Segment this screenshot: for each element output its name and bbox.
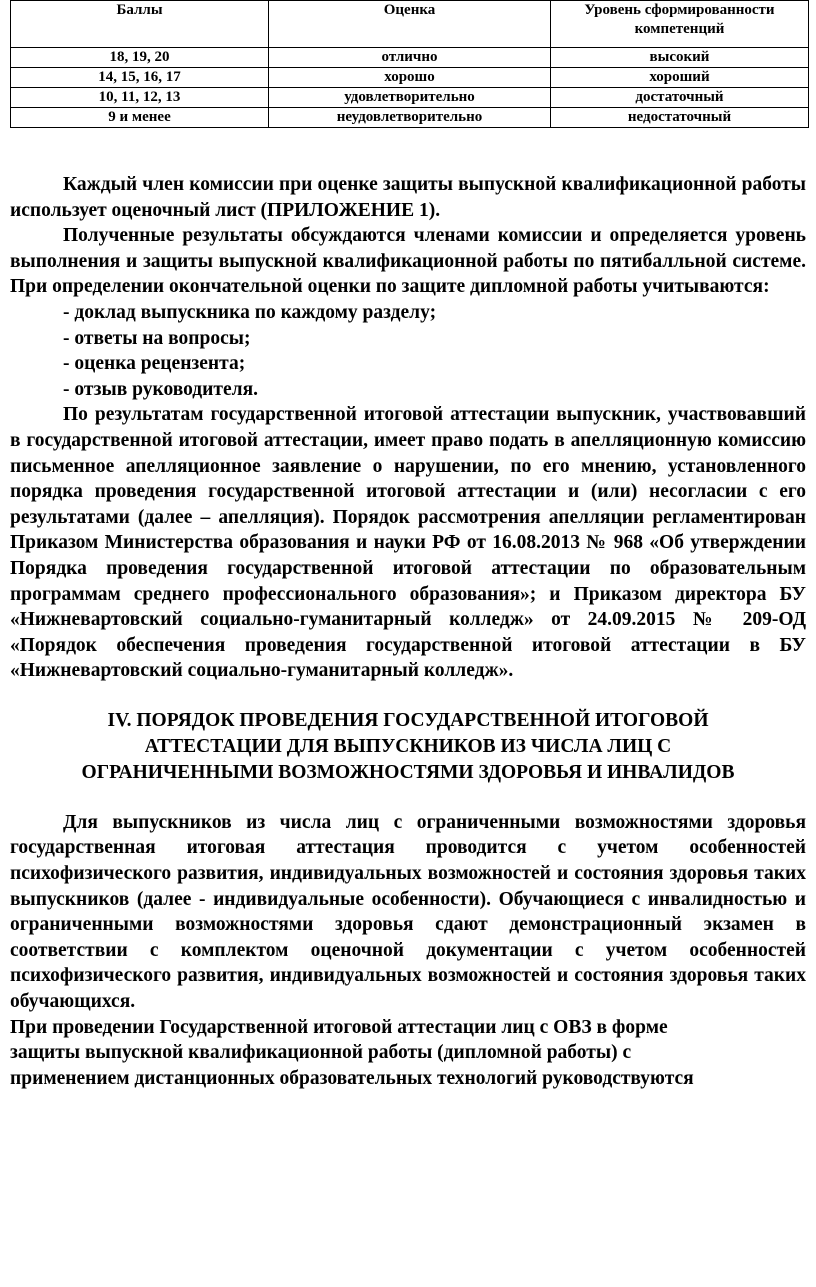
section-heading-line: АТТЕСТАЦИИ ДЛЯ ВЫПУСКНИКОВ ИЗ ЧИСЛА ЛИЦ С <box>144 735 672 757</box>
cell-level: хороший <box>551 68 809 88</box>
cell-level: достаточный <box>551 88 809 108</box>
list-item: - отзыв руководителя. <box>63 378 259 400</box>
list-item: - ответы на вопросы; <box>63 327 251 349</box>
text-line: При проведении Государственной итоговой аттестации лиц с ОВЗ в форме <box>10 1016 668 1038</box>
document-body <box>10 172 806 1091</box>
section-heading <box>10 708 806 786</box>
cell-points: 9 и менее <box>11 108 269 128</box>
cell-level: недостаточный <box>551 108 809 128</box>
cell-grade: неудовлетворительно <box>269 108 551 128</box>
text-line: применением дистанционных образовательных технологий руководствуются <box>10 1067 694 1089</box>
paragraph-remote-technologies <box>10 1015 806 1092</box>
text-line: защиты выпускной квалификационной работы (дипломной работы) с <box>10 1042 632 1064</box>
cell-points: 18, 19, 20 <box>11 48 269 68</box>
table-header-row <box>11 1 809 48</box>
section-heading-line: IV. ПОРЯДОК ПРОВЕДЕНИЯ ГОСУДАРСТВЕННОЙ ИТОГОВОЙ <box>107 709 709 731</box>
table-row <box>11 108 809 128</box>
cell-level: высокий <box>551 48 809 68</box>
header-competence-level: Уровень сформированности компетенций <box>551 1 809 48</box>
header-points: Баллы <box>11 1 269 48</box>
cell-points: 10, 11, 12, 13 <box>11 88 269 108</box>
table-row <box>11 88 809 108</box>
table-row <box>11 48 809 68</box>
paragraph-results: Полученные результаты обсуждаются членами комиссии и определяется уровень выполнения и защиты выпускной квалификационной работы по пятибалльной системе. При определении окончательной оценки по защите дипломной работы учитываются: <box>10 225 806 298</box>
grade-scale-table <box>10 0 809 128</box>
paragraph-appeal: По результатам государственной итоговой аттестации выпускник, участвовавший в государственной итоговой аттестации, имеет право подать в апелляционную комиссию письменное апелляционное заявление о нарушении, по его мнению, установленного порядка проведения государственной итоговой аттестации и (или) несогласии с его результатами (далее – апелляция). Порядок рассмотрения апелляции регламентирован Приказом Министерства образования и науки РФ от 16.08.2013 № 968 «Об утверждении Порядка проведения государственной итоговой аттестации по образовательным программам среднего профессионального образования»; и Приказом директора БУ «Нижневартовский социально-гуманитарный колледж» от 24.09.2015 № 209-ОД «Порядок обеспечения проведения государственной итоговой аттестации в БУ «Нижневартовский социально-гуманитарный колледж». <box>10 404 806 682</box>
list-item: - доклад выпускника по каждому разделу; <box>63 301 437 323</box>
cell-points: 14, 15, 16, 17 <box>11 68 269 88</box>
cell-grade: хорошо <box>269 68 551 88</box>
cell-grade: отлично <box>269 48 551 68</box>
paragraph-disabilities: Для выпускников из числа лиц с ограниченными возможностями здоровья государственная итоговая аттестация проводится с учетом особенностей психофизического развития, индивидуальных возможностей и состояния здоровья таких выпускников (далее - индивидуальные особенности). Обучающиеся с инвалидностью и ограниченными возможностями здоровья сдают демонстрационный экзамен в соответствии с комплектом оценочной документации с учетом особенностей психофизического развития, индивидуальных возможностей и состояния здоровья таких обучающихся. <box>10 811 806 1013</box>
list-item: - оценка рецензента; <box>63 353 246 375</box>
table-row <box>11 68 809 88</box>
paragraph-evaluation-sheet: Каждый член комиссии при оценке защиты выпускной квалификационной работы использует оценочный лист (ПРИЛОЖЕНИЕ 1). <box>10 174 806 221</box>
cell-grade: удовлетворительно <box>269 88 551 108</box>
header-grade: Оценка <box>269 1 551 48</box>
section-heading-line: ОГРАНИЧЕННЫМИ ВОЗМОЖНОСТЯМИ ЗДОРОВЬЯ И ИНВАЛИДОВ <box>81 761 735 783</box>
